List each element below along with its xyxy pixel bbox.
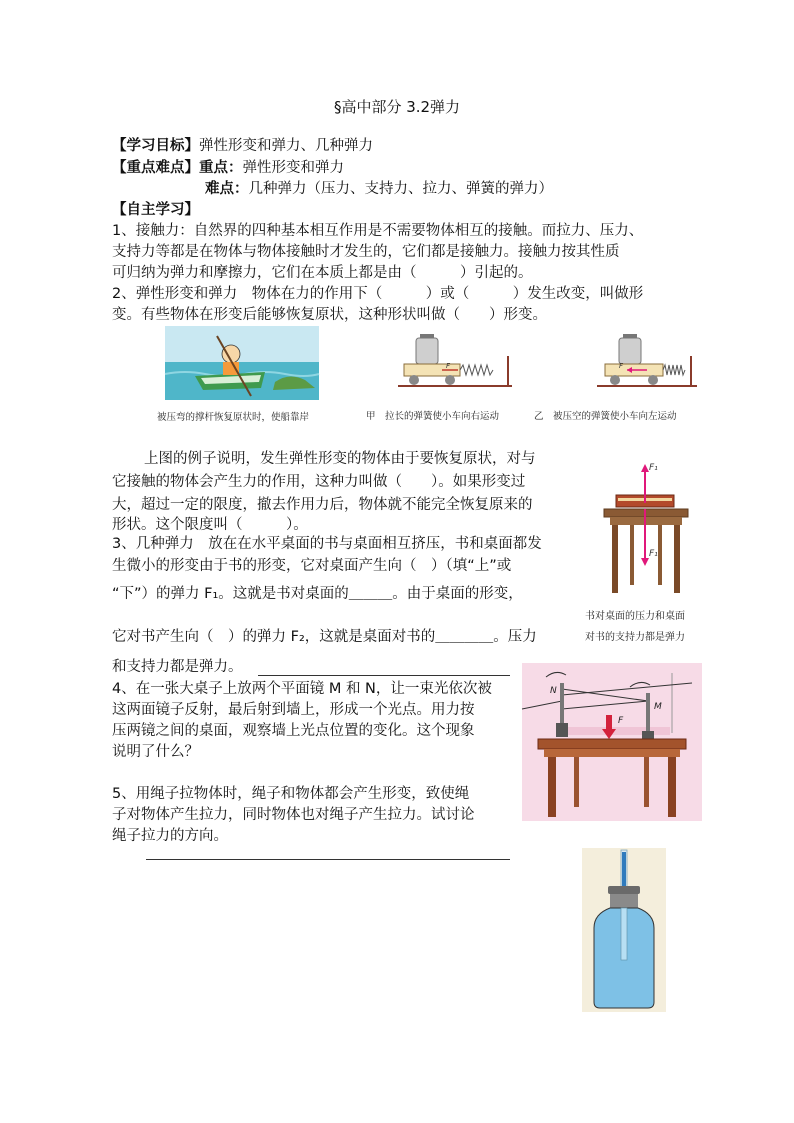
press-force-label: F bbox=[618, 716, 624, 726]
item2-line2: 变。有些物体在形变后能够恢复原状，这种形状叫做（ ）形变。 bbox=[112, 307, 547, 323]
item1-line1: 1、接触力：自然界的四种基本相互作用是不需要物体相互的接触。而拉力、压力、 bbox=[112, 223, 644, 239]
item1-line3: 可归纳为弹力和摩擦力，它们在本质上都是由（ ）引起的。 bbox=[112, 265, 533, 281]
para-line2: 它接触的物体会产生力的作用，这种力叫做（ ）。如果形变过 bbox=[112, 474, 526, 490]
difficulty-label: 难点： bbox=[205, 181, 249, 197]
table-caption-line2: 对书的支持力都是弹力 bbox=[585, 632, 685, 643]
item5-answer-line bbox=[146, 859, 510, 860]
cart-a-caption: 甲 拉长的弹簧使小车向右运动 bbox=[366, 411, 500, 422]
difficulty-row bbox=[205, 179, 553, 199]
force-f2-label: F₁ bbox=[649, 549, 658, 559]
para-line3: 大，超过一定的限度，撤去作用力后，物体就不能完全恢复原来的 bbox=[112, 497, 533, 513]
para-line1: 上图的例子说明，发生弹性形变的物体由于要恢复原状，对与 bbox=[144, 451, 536, 467]
para-line4: 形状。这个限度叫（ ）。 bbox=[112, 517, 308, 533]
item3-line3: “下”）的弹力 F₁。这就是书对桌面的＿＿＿。由于桌面的形变， bbox=[112, 586, 523, 602]
objectives-text: 弹性形变和弹力、几种弹力 bbox=[199, 138, 373, 154]
item2-line1: 2、弹性形变和弹力 物体在力的作用下（ ）或（ ）发生改变，叫做形 bbox=[112, 286, 644, 302]
key-text: 弹性形变和弹力 bbox=[242, 160, 344, 176]
objectives-row bbox=[112, 136, 373, 156]
item3-line5: 和支持力都是弹力。 bbox=[112, 659, 243, 675]
force-f1-label: F₁ bbox=[649, 463, 658, 473]
item3-line1: 3、几种弹力 放在在水平桌面的书与桌面相互挤压，书和桌面都发 bbox=[112, 536, 542, 552]
self-study-label: 【自主学习】 bbox=[112, 202, 199, 218]
item4-line1: 4、在一张大桌子上放两个平面镜 M 和 N，让一束光依次被 bbox=[112, 681, 492, 697]
table-figure bbox=[600, 458, 692, 598]
item1-line2: 支持力等都是在物体与物体接触时才发生的，它们都是接触力。接触力按其性质 bbox=[112, 244, 620, 260]
objectives-label: 【学习目标】 bbox=[112, 138, 199, 154]
key-points-row bbox=[112, 158, 344, 178]
cart-b-caption: 乙 被压空的弹簧使小车向左运动 bbox=[534, 411, 677, 422]
item3-line4: 它对书产生向（ ）的弹力 F₂，这就是桌面对书的＿＿＿＿。压力 bbox=[112, 629, 537, 645]
item3-line2: 生微小的形变由于书的形变，它对桌面产生向（ ）（填“上”或 bbox=[112, 558, 512, 574]
difficulty-text: 几种弹力（压力、支持力、拉力、弹簧的弹力） bbox=[248, 181, 553, 197]
boat-figure bbox=[165, 326, 319, 400]
item5-line1: 5、用绳子拉物体时，绳子和物体都会产生形变，致使绳 bbox=[112, 786, 470, 802]
page-title: §高中部分 3.2弹力 bbox=[333, 98, 461, 116]
mirror-n-label: N bbox=[550, 686, 557, 696]
key-label: 重点： bbox=[199, 160, 243, 176]
item4-line4: 说明了什么？ bbox=[112, 744, 199, 760]
cart-a-figure bbox=[398, 332, 516, 392]
cart-b-force-label: F bbox=[619, 362, 624, 370]
item4-line2: 这两面镜子反射，最后射到墙上，形成一个光点。用力按 bbox=[112, 702, 475, 718]
table-caption-line1: 书对桌面的压力和桌面 bbox=[585, 611, 685, 622]
item5-line2: 子对物体产生拉力，同时物体也对绳子产生拉力。试讨论 bbox=[112, 807, 475, 823]
cart-b-figure bbox=[597, 332, 719, 392]
item4-line3: 压两镜之间的桌面，观察墙上光点位置的变化。这个现象 bbox=[112, 723, 475, 739]
cart-a-force-label: F bbox=[446, 362, 451, 370]
mirror-m-label: M bbox=[654, 702, 662, 712]
item5-line3: 绳子拉力的方向。 bbox=[112, 828, 228, 844]
boat-caption: 被压弯的撑杆恢复原状时，使船靠岸 bbox=[157, 412, 310, 423]
bottle-figure bbox=[582, 848, 666, 1012]
item3-answer-line bbox=[258, 675, 510, 676]
key-points-label: 【重点难点】 bbox=[112, 160, 199, 176]
mirror-figure bbox=[522, 663, 702, 821]
